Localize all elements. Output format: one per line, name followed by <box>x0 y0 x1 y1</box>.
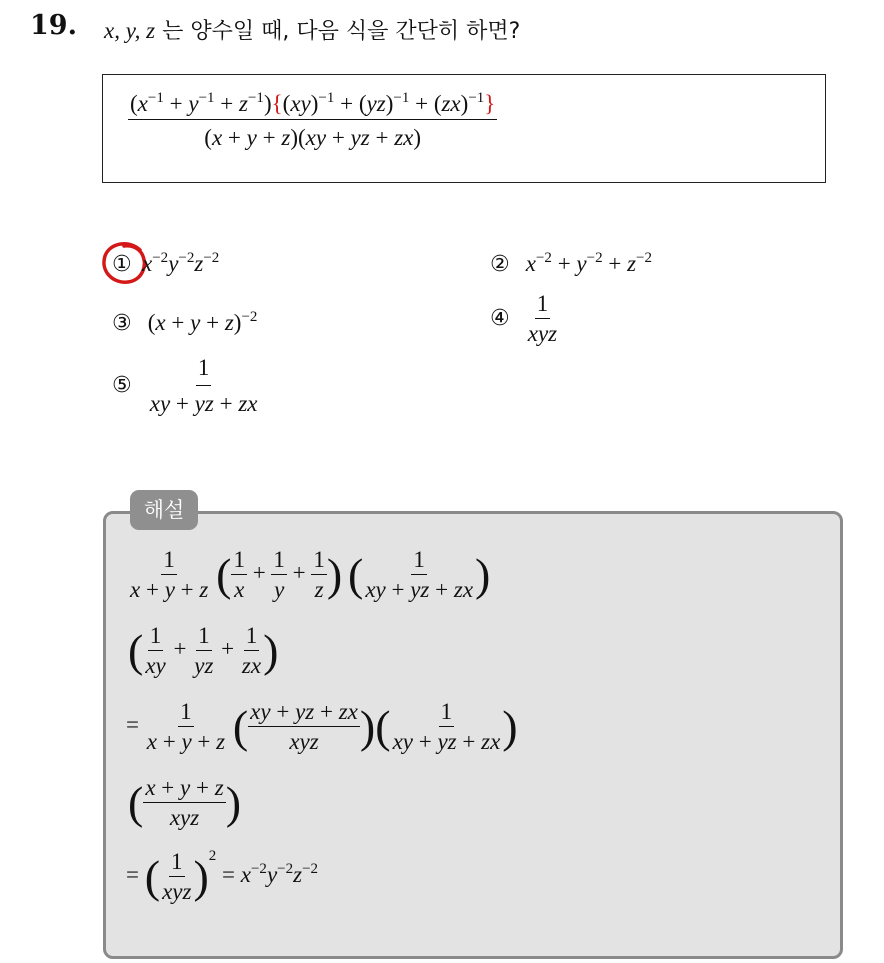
solution-line-5: = ( $\frac{1}{\text{xyz}}$ )$^2 = x^{-2}y^{-2}z^{-2}$ <box>126 847 319 904</box>
choice-4-mark: ④ <box>490 305 510 331</box>
question-body: 는 양수일 때, 다음 식을 간단히 하면? <box>155 19 521 44</box>
solution-line-1: $\frac{1}{x + y + z}$ ( $\frac{1}{x}$ + $\frac{1}{y}$ + $\frac{1}{z}$ ) ( $\frac{1}{xy + yz + zx}$ ) <box>130 547 491 602</box>
question-text <box>104 14 520 45</box>
solution-line-3: = $\frac{1}{x + y + z}$ ( $\frac{xy + yz + zx}{\text{xyz}}$ )( $\frac{1}{xy + yz + zx}$ ) <box>126 699 518 754</box>
choice-3-mark: ③ <box>112 311 132 336</box>
choice-3[interactable]: ③ $(x + y + z)^{-2}$ <box>112 309 258 336</box>
choice-5[interactable]: ⑤ $\frac{1}{xy + yz + zx}$ <box>112 355 258 416</box>
choice-2-mark: ② <box>490 252 510 277</box>
choice-5-mark: ⑤ <box>112 372 132 398</box>
solution-line-4: ( $\frac{x + y + z}{\text{xyz}}$ ) <box>128 775 242 830</box>
choice-1-mark: ① <box>112 252 132 277</box>
solution-label: 해설 <box>130 490 198 530</box>
question-vars: x, y, z <box>104 18 156 43</box>
choice-1[interactable]: ① $x^{-2}y^{-2}z^{-2}$ <box>112 250 220 277</box>
question-number: 19. <box>30 10 77 41</box>
solution-line-2: ( $\frac{1}{xy}$ + $\frac{1}{yz}$ + $\frac{1}{zx}$ ) <box>128 623 279 678</box>
expression-fraction: $\frac{(x^{-1} + y^{-1} + z^{-1})\{(xy)^{-1} + (yz)^{-1} + (zx)^{-1}\}}{(x + y + z)(xy + yz + zx)}$ <box>130 90 496 150</box>
choice-4[interactable]: ④ $\frac{1}{\text{xyz}}$ <box>490 291 558 346</box>
choice-2[interactable]: ② $x^{-2} + y^{-2} + z^{-2}$ <box>490 250 653 277</box>
